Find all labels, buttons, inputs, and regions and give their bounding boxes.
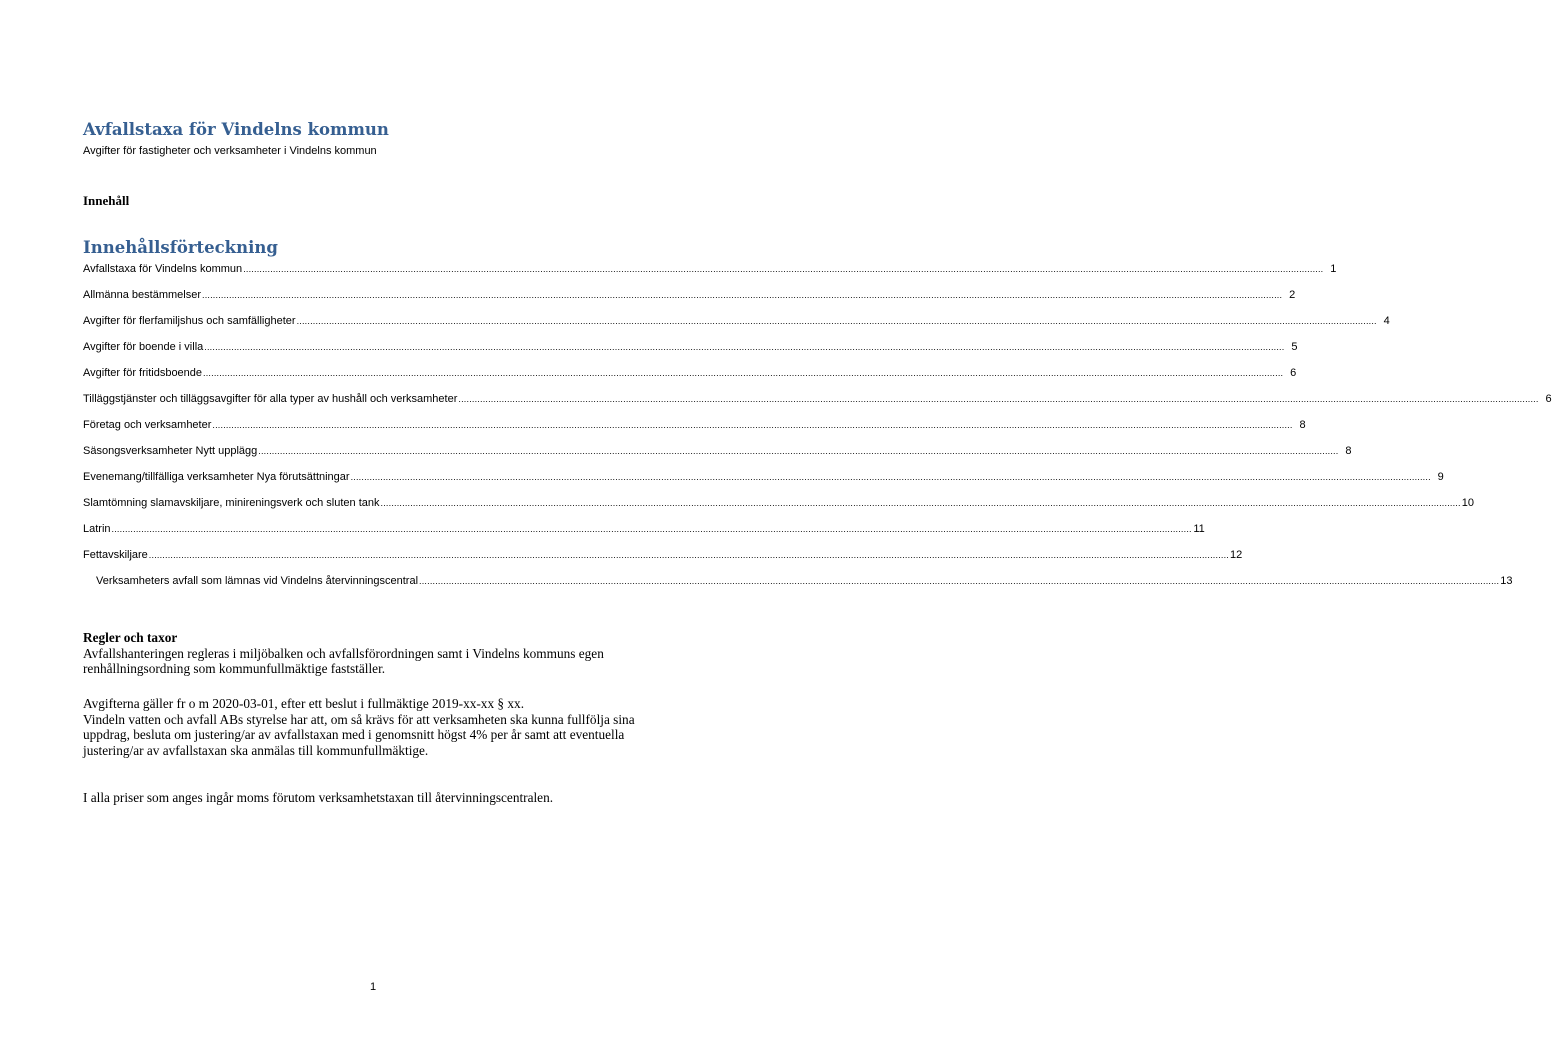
fees-adjustment-text: Vindeln vatten och avfall ABs styrelse har att, om så krävs för att verksamheten ska kunna fullfölja sina uppdrag, besluta om justering/ar av avfallstaxan med i genomsnitt högst 4% per år samt att eventuella justering/ar av avfallstaxan ska anmälas till kommunfullmäktige.: [83, 711, 635, 758]
fees-validity-line: Avgifterna gäller fr o m 2020-03-01, efter ett beslut i fullmäktige 2019-xx-xx § xx.: [83, 696, 525, 711]
toc-entry-page: 1: [1330, 263, 1337, 275]
rules-section: [83, 630, 663, 677]
toc-entry[interactable]: [83, 393, 1552, 409]
toc-leader: ................................................................................................................................................................................................................................................................................................................................................................................................................: [202, 290, 1283, 300]
toc-entry-text: Säsongsverksamheter Nytt upplägg: [83, 445, 258, 457]
rules-paragraph: Avfallshanteringen regleras i miljöbalken och avfallsförordningen samt i Vindelns kommuns egen renhållningsordning som kommunfullmäktige fastställer.: [83, 645, 604, 676]
toc-entry-text: Avgifter för boende i villa: [83, 341, 204, 353]
toc-entry-text: Evenemang/tillfälliga verksamheter Nya förutsättningar: [83, 471, 350, 483]
toc-entry[interactable]: [83, 523, 1205, 539]
page-number: 1: [369, 981, 377, 993]
toc-entry[interactable]: [83, 263, 1337, 279]
toc-entry-text: Slamtömning slamavskiljare, minireningsverk och sluten tank: [83, 497, 380, 509]
toc-entry[interactable]: [83, 471, 1444, 487]
toc-heading: Innehållsförteckning: [83, 238, 278, 257]
toc-entry-page: 8: [1345, 445, 1352, 457]
toc-leader: ................................................................................................................................................................................................................................................................................................................................................................................................................: [419, 576, 1500, 586]
toc-entry-text: Avgifter för fritidsboende: [83, 367, 203, 379]
toc-entry-text: Allmänna bestämmelser: [83, 289, 201, 301]
toc-leader: ................................................................................................................................................................................................................................................................................................................................................................................................................: [212, 420, 1293, 430]
contents-label: Innehåll: [83, 193, 130, 208]
toc-entry[interactable]: [83, 419, 1306, 435]
toc-leader: ................................................................................................................................................................................................................................................................................................................................................................................................................: [258, 446, 1339, 456]
toc-leader: ................................................................................................................................................................................................................................................................................................................................................................................................................: [111, 524, 1192, 534]
toc-leader: ................................................................................................................................................................................................................................................................................................................................................................................................................: [204, 342, 1285, 352]
toc-entry-text: Fettavskiljare: [83, 549, 148, 561]
rules-title: Regler och taxor: [83, 630, 178, 645]
toc-entry-page: 6: [1545, 393, 1552, 405]
toc-entry-page: 10: [1461, 497, 1474, 509]
toc-leader: ................................................................................................................................................................................................................................................................................................................................................................................................................: [243, 264, 1324, 274]
toc-entry-text: Företag och verksamheter: [83, 419, 212, 431]
toc-entry[interactable]: [83, 549, 1243, 565]
vat-paragraph: I alla priser som anges ingår moms förutom verksamhetstaxan till återvinningscentralen.: [83, 790, 554, 805]
toc-leader: ................................................................................................................................................................................................................................................................................................................................................................................................................: [148, 550, 1229, 560]
toc-leader: ................................................................................................................................................................................................................................................................................................................................................................................................................: [296, 316, 1377, 326]
toc-entry-page: 13: [1500, 575, 1513, 587]
toc-entry-text: Avfallstaxa för Vindelns kommun: [83, 263, 243, 275]
toc-entry[interactable]: [83, 289, 1296, 305]
toc-entry-text: Tilläggstjänster och tilläggsavgifter för alla typer av hushåll och verksamheter: [83, 393, 458, 405]
toc-entry[interactable]: [83, 315, 1390, 331]
document-subtitle: Avgifter för fastigheter och verksamheter i Vindelns kommun: [83, 145, 377, 157]
toc-entry[interactable]: [83, 367, 1297, 383]
toc-entry[interactable]: [96, 575, 1513, 591]
fees-paragraph: [83, 696, 663, 758]
toc-entry-page: 11: [1193, 523, 1205, 535]
toc-leader: ................................................................................................................................................................................................................................................................................................................................................................................................................: [203, 368, 1284, 378]
toc-entry-page: 5: [1291, 341, 1298, 353]
toc-entry-page: 9: [1437, 471, 1444, 483]
toc-entry[interactable]: [83, 445, 1352, 461]
toc-entry-page: 6: [1290, 367, 1297, 379]
toc-entry-page: 2: [1289, 289, 1296, 301]
toc-entry[interactable]: [83, 341, 1298, 357]
toc-leader: ................................................................................................................................................................................................................................................................................................................................................................................................................: [350, 472, 1431, 482]
toc-leader: ................................................................................................................................................................................................................................................................................................................................................................................................................: [458, 394, 1539, 404]
toc-entry-text: Latrin: [83, 523, 111, 535]
toc-entry-page: 4: [1383, 315, 1390, 327]
document-title: Avfallstaxa för Vindelns kommun: [83, 120, 389, 139]
toc-entry-page: 12: [1230, 549, 1243, 561]
toc-entry[interactable]: [83, 497, 1474, 513]
toc-entry-text: Avgifter för flerfamiljshus och samfälligheter: [83, 315, 296, 327]
toc-entry-page: 8: [1299, 419, 1306, 431]
toc-entry-text: Verksamheters avfall som lämnas vid Vindelns återvinningscentral: [96, 575, 419, 587]
toc-leader: ................................................................................................................................................................................................................................................................................................................................................................................................................: [380, 498, 1461, 508]
